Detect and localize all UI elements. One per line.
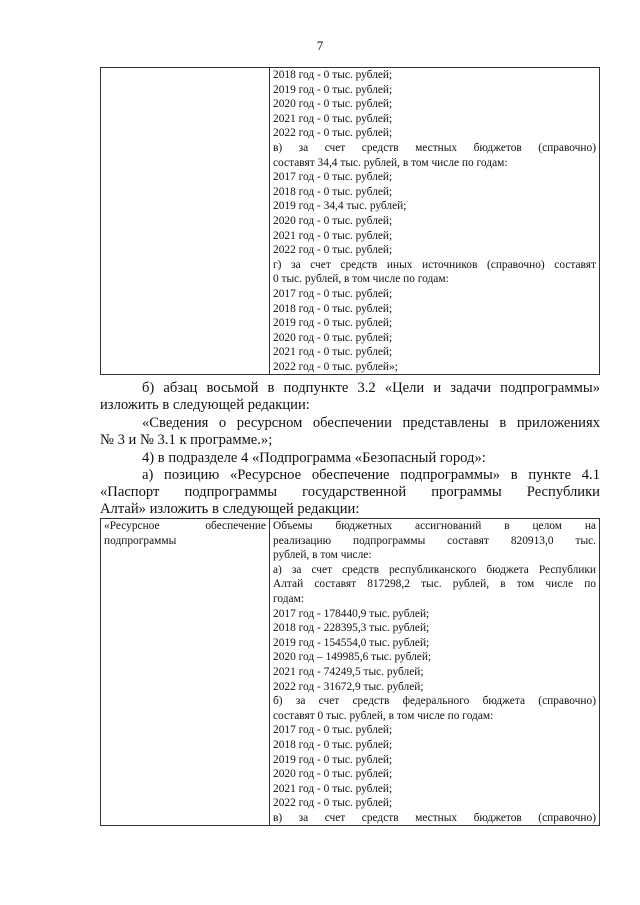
- table-line: 2021 год - 0 тыс. рублей;: [273, 346, 393, 359]
- table-line: 2019 год - 0 тыс. рублей;: [273, 753, 393, 766]
- paragraph-line: № 3 и № 3.1 к программе.»;: [100, 432, 273, 449]
- table-line: 2019 год - 0 тыс. рублей;: [273, 83, 393, 96]
- table-line: в) за счет средств местных бюджетов (справочно): [273, 141, 596, 154]
- table-line: 2018 год - 0 тыс. рублей;: [273, 302, 393, 315]
- table-line: г) за счет средств иных источников (справочно) составят: [273, 258, 596, 271]
- paragraph-line: Алтай» изложить в следующей редакции:: [100, 501, 360, 518]
- table-line: рублей, в том числе:: [273, 549, 372, 562]
- paragraph-line: б) абзац восьмой в подпункте 3.2 «Цели и задачи подпрограммы»: [142, 380, 600, 396]
- table-line: 2018 год - 0 тыс. рублей;: [273, 738, 393, 751]
- paragraph-line: «Сведения о ресурсном обеспечении представлены в приложениях: [142, 415, 600, 431]
- table-line: а) за счет средств республиканского бюджета Республики: [273, 563, 596, 576]
- table-line: Алтай составят 817298,2 тыс. рублей, в том числе по: [273, 578, 596, 591]
- table-line: 0 тыс. рублей, в том числе по годам:: [273, 273, 449, 286]
- table-line: 2022 год - 0 тыс. рублей;: [273, 797, 393, 810]
- table-line: 2017 год - 0 тыс. рублей;: [273, 171, 393, 184]
- table-line: 2019 год - 154554,0 тыс. рублей;: [273, 636, 430, 649]
- resource-label: «Ресурсное обеспечение подпрограммы: [104, 520, 266, 547]
- table-line: б) за счет средств федерального бюджета (справочно): [273, 695, 596, 708]
- resource-table-new: [100, 518, 600, 826]
- paragraph-line: изложить в следующей редакции:: [100, 397, 310, 414]
- table-line: 2018 год - 0 тыс. рублей;: [273, 69, 393, 81]
- table-line: 2022 год - 0 тыс. рублей;: [273, 244, 393, 257]
- paragraph-line: 4) в подразделе 4 «Подпрограмма «Безопасный город»:: [142, 450, 486, 466]
- resource-table-continued: [100, 67, 600, 375]
- table-line: 2022 год - 0 тыс. рублей;: [273, 127, 393, 140]
- table-line: 2021 год - 0 тыс. рублей;: [273, 229, 393, 242]
- table-line: реализацию подпрограммы составят 820913,0 тыс.: [273, 534, 596, 547]
- table-line: 2020 год - 0 тыс. рублей;: [273, 98, 393, 111]
- table-left-cell-empty: [101, 68, 270, 375]
- paragraph-subsection-4: [100, 450, 600, 467]
- paragraph-line: а) позицию «Ресурсное обеспечение подпрограммы» в пункте 4.1: [142, 467, 600, 483]
- table-line: 2019 год - 34,4 тыс. рублей;: [273, 200, 407, 213]
- table-line: 2020 год - 0 тыс. рублей;: [273, 768, 393, 781]
- paragraph-svedeniya: [100, 415, 600, 449]
- table-line: 2018 год - 228395,3 тыс. рублей;: [273, 622, 430, 635]
- table-line: Объемы бюджетных ассигнований в целом на: [273, 520, 596, 532]
- table-line: 2021 год - 74249,5 тыс. рублей;: [273, 665, 424, 678]
- table-line: составят 34,4 тыс. рублей, в том числе по годам:: [273, 156, 508, 169]
- table-line: 2017 год - 0 тыс. рублей;: [273, 724, 393, 737]
- table-line: 2020 год - 0 тыс. рублей;: [273, 214, 393, 227]
- table-line: 2020 год - 0 тыс. рублей;: [273, 331, 393, 344]
- paragraph-a-poziciyu: [100, 467, 600, 519]
- table-line: 2021 год - 0 тыс. рублей;: [273, 782, 393, 795]
- table-line: годам:: [273, 592, 304, 605]
- table-line: 2021 год - 0 тыс. рублей;: [273, 112, 393, 125]
- table-line: в) за счет средств местных бюджетов (справочно): [273, 811, 596, 824]
- table-line: 2019 год - 0 тыс. рублей;: [273, 317, 393, 330]
- table-line: 2018 год - 0 тыс. рублей;: [273, 185, 393, 198]
- paragraph-line: «Паспорт подпрограммы государственной программы Республики: [100, 484, 600, 501]
- table-left-cell-label: [101, 519, 270, 826]
- table-right-cell: [270, 519, 600, 826]
- page-number: 7: [316, 38, 324, 53]
- table-line: 2022 год - 31672,9 тыс. рублей;: [273, 680, 424, 693]
- table-line: составят 0 тыс. рублей, в том числе по годам:: [273, 709, 494, 722]
- paragraph-b-abzac: [100, 380, 600, 414]
- table-right-cell: [270, 68, 600, 375]
- table-line: 2017 год - 178440,9 тыс. рублей;: [273, 607, 430, 620]
- table-line: 2017 год - 0 тыс. рублей;: [273, 287, 393, 300]
- table-line: 2020 год – 149985,6 тыс. рублей;: [273, 651, 432, 664]
- table-line: 2022 год - 0 тыс. рублей»;: [273, 360, 398, 373]
